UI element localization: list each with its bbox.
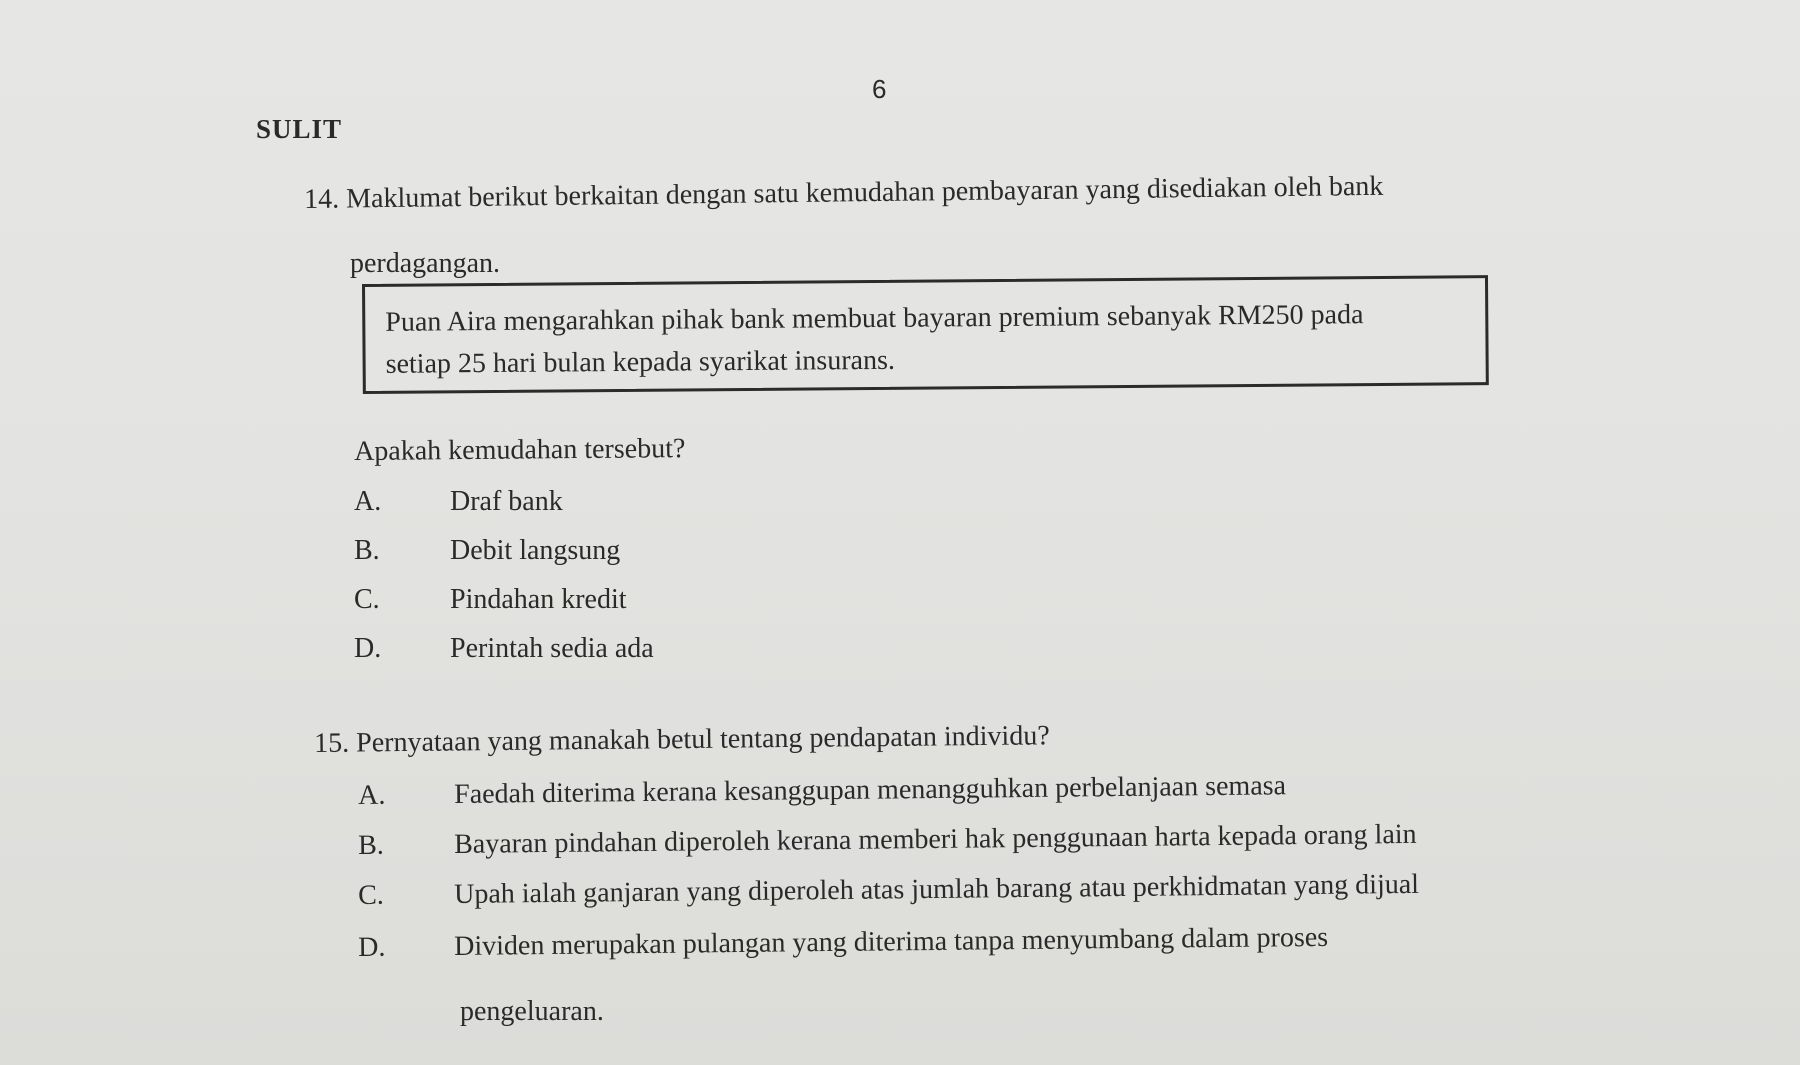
- option-letter: C.: [358, 879, 385, 911]
- option-text: Upah ialah ganjaran yang diperoleh atas jumlah barang atau perkhidmatan yang dijual: [453, 868, 1420, 910]
- option-text: Perintah sedia ada: [450, 633, 654, 664]
- option-text: Debit langsung: [450, 535, 621, 566]
- option-letter: B.: [354, 535, 380, 566]
- option-14-b: [354, 535, 854, 571]
- question-14-info-box: [362, 275, 1489, 394]
- option-15-c: [358, 868, 1538, 916]
- option-15-b: [358, 818, 1538, 866]
- question-15-stem: 15. Pernyataan yang manakah betul tentang pendapatan individu?: [314, 720, 1050, 759]
- info-box-line-1: Puan Aira mengarahkan pihak bank membuat bayaran premium sebanyak RM250 pada: [385, 299, 1364, 338]
- option-letter: D.: [358, 931, 386, 963]
- question-14-question: Apakah kemudahan tersebut?: [354, 433, 686, 467]
- option-14-a: [354, 486, 854, 522]
- option-text: Pindahan kredit: [450, 584, 627, 615]
- option-letter: B.: [358, 829, 385, 861]
- option-14-d: [354, 633, 854, 669]
- option-15-a: [358, 768, 1538, 816]
- question-14-stem-line-2: perdagangan.: [350, 248, 501, 279]
- option-15-d: [358, 920, 1538, 968]
- option-letter: D.: [354, 633, 382, 664]
- page-number: 6: [872, 74, 887, 104]
- option-14-c: [354, 584, 854, 620]
- question-14-stem-line-1: 14. Maklumat berikut berkaitan dengan satu kemudahan pembayaran yang disediakan oleh bank: [304, 170, 1384, 215]
- option-letter: A.: [354, 486, 382, 517]
- option-letter: C.: [354, 584, 380, 615]
- option-text: Dividen merupakan pulangan yang diterima tanpa menyumbang dalam proses: [453, 921, 1329, 962]
- option-15-d-continuation: pengeluaran.: [460, 996, 604, 1027]
- option-text: Bayaran pindahan diperoleh kerana memberi hak penggunaan harta kepada orang lain: [453, 818, 1417, 860]
- info-box-line-2: setiap 25 hari bulan kepada syarikat insurans.: [385, 344, 896, 380]
- option-text: Draf bank: [450, 486, 563, 517]
- header-label: SULIT: [256, 114, 343, 144]
- option-text: Faedah diterima kerana kesanggupan menangguhkan perbelanjaan semasa: [453, 770, 1287, 810]
- option-letter: A.: [358, 779, 386, 811]
